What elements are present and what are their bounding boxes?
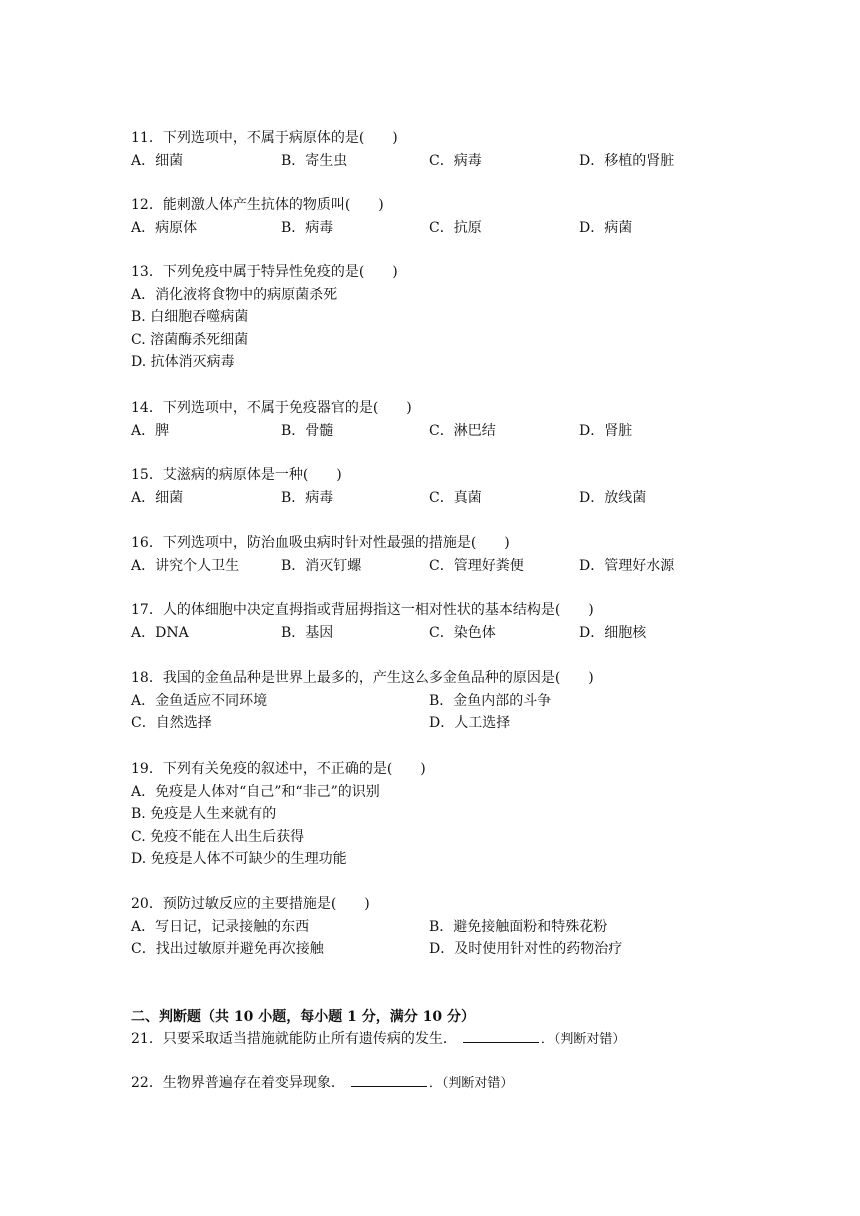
question-15 [131, 464, 811, 509]
question-13 [131, 261, 811, 374]
options-row [131, 938, 811, 961]
judge-question-22 [131, 1072, 513, 1094]
question-stem: 11．下列选项中，不属于病原体的是( ) [131, 130, 398, 146]
question-20 [131, 893, 811, 961]
option-d: D．管理好水源 [579, 557, 675, 574]
options-row [131, 622, 811, 645]
question-19 [131, 758, 811, 871]
option-d: D．移植的肾脏 [579, 152, 675, 169]
judge-text: 21．只要采取适当措施就能防止所有遗传病的发生． [131, 1031, 457, 1047]
option-c: C．自然选择 [131, 715, 212, 731]
option-d: D．病菌 [579, 219, 633, 236]
option-b: B．骨髓 [281, 422, 334, 439]
option-c: C．真菌 [429, 489, 482, 506]
options-row [131, 555, 811, 578]
option-d: D．肾脏 [579, 422, 633, 439]
option-a: A．DNA [131, 624, 189, 641]
option-c: C．病毒 [429, 152, 482, 169]
question-stem: 14．下列选项中，不属于免疫器官的是( ) [131, 400, 412, 416]
question-stem: 13．下列免疫中属于特异性免疫的是( ) [131, 264, 398, 280]
option-a: A．细菌 [131, 489, 184, 506]
option-d: D．人工选择 [429, 715, 511, 731]
judge-text: 22．生物界普遍存在着变异现象． [131, 1075, 345, 1091]
question-stem: 18．我国的金鱼品种是世界上最多的，产生这么多金鱼品种的原因是( ) [131, 670, 594, 686]
question-stem: 19．下列有关免疫的叙述中，不正确的是( ) [131, 761, 426, 777]
option-b: B. 白细胞吞噬病菌 [131, 309, 249, 325]
option-c: C．淋巴结 [429, 422, 496, 439]
question-17 [131, 599, 811, 644]
option-a: A．金鱼适应不同环境 [131, 692, 268, 709]
option-c: C. 免疫不能在人出生后获得 [131, 828, 305, 845]
option-a: A．消化液将食物中的病原菌杀死 [131, 286, 338, 303]
option-c: C．管理好粪便 [429, 557, 524, 574]
option-b: B．金鱼内部的斗争 [429, 692, 552, 709]
option-c: C．抗原 [429, 219, 482, 236]
option-d: D．细胞核 [579, 624, 647, 641]
options-row [131, 217, 811, 240]
question-stem: 16．下列选项中，防治血吸虫病时针对性最强的措施是( ) [131, 535, 510, 551]
option-c: C. 溶菌酶杀死细菌 [131, 331, 249, 348]
option-a: A．免疫是人体对“自己”和“非己”的识别 [131, 783, 380, 800]
option-b: B. 免疫是人生来就有的 [131, 806, 277, 822]
judge-hint: ．（判断对错） [540, 1032, 626, 1047]
question-11 [131, 127, 811, 172]
question-stem: 20．预防过敏反应的主要措施是( ) [131, 896, 370, 912]
option-b: B．病毒 [281, 489, 334, 506]
options-row [131, 712, 811, 735]
answer-blank[interactable] [463, 1028, 539, 1043]
option-b: B．基因 [281, 624, 334, 641]
option-a: A．病原体 [131, 219, 198, 236]
options-row [131, 487, 811, 510]
section-title: 二、判断题（共 10 小题，每小题 1 分，满分 10 分） [131, 1009, 475, 1025]
judge-hint: ．（判断对错） [428, 1076, 514, 1091]
option-a: A．写日记，记录接触的东西 [131, 918, 310, 935]
option-d: D. 免疫是人体不可缺少的生理功能 [131, 851, 347, 867]
question-14 [131, 397, 811, 442]
question-stem: 15．艾滋病的病原体是一种( ) [131, 467, 342, 483]
judge-question-21 [131, 1028, 625, 1050]
option-d: D．及时使用针对性的药物治疗 [429, 941, 623, 957]
option-b: B．病毒 [281, 219, 334, 236]
option-d: D. 抗体消灭病毒 [131, 354, 235, 370]
option-a: A．讲究个人卫生 [131, 557, 240, 574]
option-a: A．细菌 [131, 152, 184, 169]
answer-blank[interactable] [351, 1072, 427, 1087]
options-row [131, 420, 811, 443]
options-row [131, 916, 811, 939]
option-c: C．找出过敏原并避免再次接触 [131, 941, 324, 957]
option-b: B．消灭钉螺 [281, 557, 362, 574]
option-c: C．染色体 [429, 624, 496, 641]
option-b: B．避免接触面粉和特殊花粉 [429, 918, 608, 935]
question-18 [131, 667, 811, 735]
question-16 [131, 532, 811, 577]
option-a: A．脾 [131, 422, 170, 439]
option-d: D．放线菌 [579, 489, 647, 506]
question-stem: 17．人的体细胞中决定直拇指或背屈拇指这一相对性状的基本结构是( ) [131, 602, 594, 618]
options-row [131, 150, 811, 173]
option-b: B．寄生虫 [281, 152, 348, 169]
question-stem: 12．能刺激人体产生抗体的物质叫( ) [131, 197, 384, 213]
question-12 [131, 194, 811, 239]
options-row [131, 690, 811, 713]
